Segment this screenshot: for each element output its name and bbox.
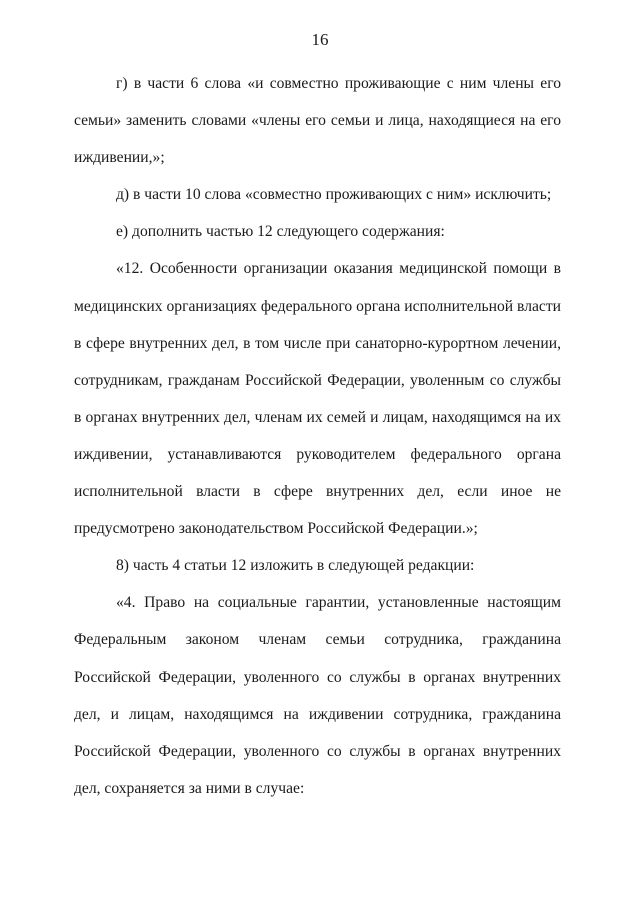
paragraph-amendment-e: е) дополнить частью 12 следующего содержания: [116, 223, 445, 241]
paragraph-amendment-g: г) в части 6 слова «и совместно проживающие с ним члены его семьи» заменить словами «члены его семьи и лица, находящиеся на его иждивении,»; [74, 75, 561, 167]
paragraph-part-4-text: «4. Право на социальные гарантии, установленные настоящим Федеральным законом членам семьи сотрудника, гражданина Российской Федерации, уволенного со службы в органах внутренних дел, и лицам, находящимся на иждивении сотрудника, гражданина Российской Федерации, уволенного со службы в органах внутренних дел, сохраняется за ними в случае: [74, 594, 561, 797]
page-number: 16 [311, 30, 329, 49]
paragraph-amendment-d: д) в части 10 слова «совместно проживающих с ним» исключить; [116, 186, 552, 204]
paragraph-item-8: 8) часть 4 статьи 12 изложить в следующей редакции: [116, 557, 475, 575]
document-body [74, 65, 561, 807]
paragraph-part-12-text: «12. Особенности организации оказания медицинской помощи в медицинских организациях федерального органа исполнительной власти в сфере внутренних дел, в том числе при санаторно-курортном лечении, сотрудникам, гражданам Российской Федерации, уволенным со службы в органах внутренних дел, членам их семей и лицам, находящимся на их иждивении, устанавливаются руководителем федерального органа исполнительной власти в сфере внутренних дел, если иное не предусмотрено законодательством Российской Федерации.»; [74, 260, 561, 538]
